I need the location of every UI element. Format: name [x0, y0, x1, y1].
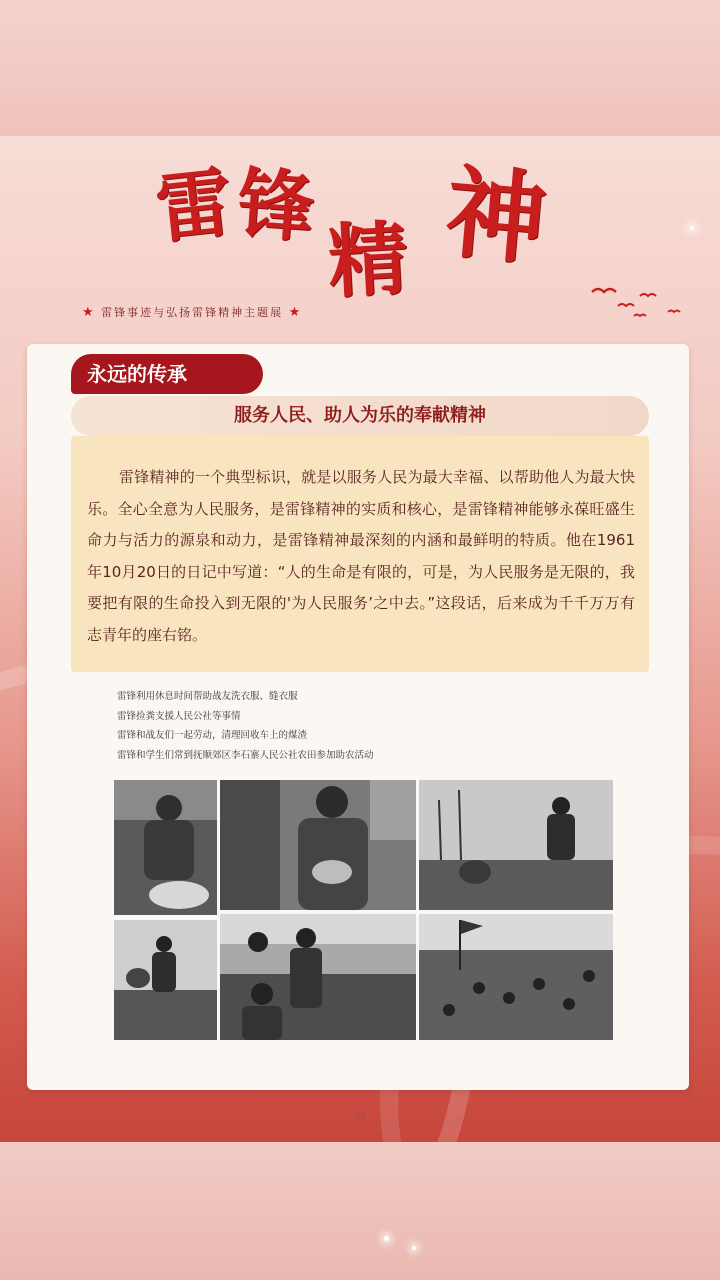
poster	[0, 136, 720, 1142]
title-char: 锋	[235, 158, 318, 253]
page-number: 24	[354, 1111, 366, 1120]
content-card	[27, 344, 689, 1090]
photo-carrying-basket	[114, 920, 217, 1040]
title-char: 精	[325, 210, 411, 310]
section-paragraph: 雷锋精神的一个典型标识，就是以服务人民为最大幸福、以帮助他人为最大快乐。全心全意为人民服务，是雷锋精神的实质和核心，是雷锋精神能够永葆旺盛生命力与活力的源泉和动力，是雷锋精神最深刻的内涵和最鲜明的特质。他在1961年10月20日的日记中写道：“人的生命是有限的，可是，为人民服务是无限的，我要把有限的生命投入到无限的'为人民服务’之中去。”这段话，后来成为千千万万有志青年的座右铭。	[87, 468, 635, 644]
title-char: 雷	[151, 157, 237, 254]
star-icon: ★	[288, 305, 303, 320]
section-tag: 永远的传承	[71, 354, 263, 394]
caption-line: 雷锋和战友们一起劳动，清理回收车上的煤渣	[117, 730, 308, 741]
photo-clearing-coal-cinders	[220, 914, 416, 1040]
top-backdrop	[0, 0, 720, 136]
photo-captions	[117, 687, 374, 765]
photo-washing-clothes	[114, 780, 217, 915]
subtitle-text: 雷锋事迹与弘扬雷锋精神主题展	[101, 306, 284, 319]
birds-icon	[590, 284, 690, 334]
bottom-backdrop	[0, 1142, 720, 1280]
caption-line: 雷锋捡粪支援人民公社等事情	[117, 710, 241, 722]
title-char: 神	[441, 152, 551, 280]
photo-sewing-clothes	[220, 780, 416, 910]
section-subheading: 服务人民、助人为乐的奉献精神	[71, 396, 649, 436]
star-icon: ★	[82, 305, 96, 320]
sparkle	[412, 1246, 416, 1250]
caption-line: 雷锋利用休息时间帮助战友洗衣服、缝衣服	[117, 691, 298, 702]
poster-title	[151, 152, 586, 310]
sparkle	[690, 226, 694, 230]
sparkle	[384, 1236, 389, 1241]
exhibition-subtitle	[82, 304, 302, 324]
photo-collecting-manure	[419, 780, 613, 910]
photo-farm-field-helping	[419, 914, 613, 1040]
paragraph-box	[71, 436, 649, 672]
caption-line: 雷锋和学生们常到抚顺郊区李石寨人民公社农田参加助农活动	[117, 749, 374, 761]
